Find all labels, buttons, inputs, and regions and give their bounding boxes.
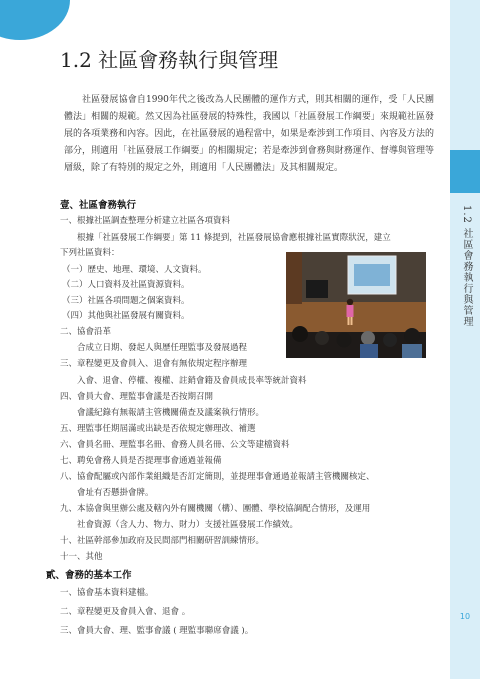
list-item: （三）社區各項問題之個案資料。 [62, 296, 190, 306]
list-item: 下列社區資料： [60, 248, 120, 258]
list-item: 根據「社區發展工作綱要」第 11 條提到，社區發展協會應根據社區實際狀況，建立 [60, 233, 391, 243]
list-item: 二、章程變更及會員入會、退會 。 [60, 607, 191, 617]
sidebar-tab [450, 150, 480, 193]
list-item: 三、章程變更及會員入、退會有無依規定程序辦理 [60, 359, 248, 369]
photo-speaker-head [347, 299, 353, 305]
list-item: （一）歷史、地理、環境、人文資料。 [62, 265, 207, 275]
photo-audience-head [337, 333, 352, 348]
list-item: 七、聘免會務人員是否提理事會通過並報備 [60, 456, 222, 466]
list-item: 社會資源（含人力、物力、財力）支援社區發展工作績效。 [60, 520, 299, 530]
photo-speaker-leg [348, 317, 350, 325]
list-item: （二）人口資料及社區資源資料。 [62, 280, 190, 290]
list-item: 會議紀錄有無報請主管機關備查及議案執行情形。 [60, 408, 265, 418]
photo-audience-head [292, 326, 308, 342]
meeting-photo-illustration [286, 252, 426, 358]
photo-audience-head [315, 331, 329, 345]
section-heading-1: 壹、社區會務執行 [60, 200, 137, 211]
photo-curtain [286, 252, 302, 304]
list-item: 六、會員名冊、理監事名冊、會務人員名冊、公文等建檔資料 [60, 440, 290, 450]
list-item: 四、會員大會、理監事會議是否按期召開 [60, 392, 214, 402]
list-item: 九、本協會與里辦公處及轄內外有關機關（構）、團體、學校協調配合情形，及運用 [60, 504, 371, 514]
page-title: 1.2 社區會務執行與管理 [60, 48, 279, 72]
list-item: 一、協會基本資料建檔。 [60, 588, 154, 598]
list-item: 二、協會沿革 [60, 327, 112, 337]
list-item: 十、社區幹部參加政府及民間部門相關研習訓練情形。 [60, 536, 265, 546]
photo-speaker-body [347, 305, 354, 317]
photo-piano [306, 280, 328, 298]
photo-speaker-leg [351, 317, 353, 325]
section-heading-2: 貳、會務的基本工作 [46, 570, 132, 581]
photo-audience-head [383, 333, 397, 347]
list-item: （四）其他與社區發展有關資料。 [62, 311, 190, 321]
sidebar-strip [450, 0, 480, 679]
photo-audience-head [361, 331, 375, 345]
corner-decoration [0, 0, 70, 40]
page-number: 10 [459, 612, 471, 621]
list-item: 十一、其他 [60, 552, 103, 562]
photo-audience-head [404, 328, 420, 344]
sidebar-chapter-label: 1.2 社區會務執行與管理 [461, 205, 472, 328]
intro-paragraph: 社區發展協會自1990年代之後改為人民團體的運作方式，則其相關的運作，受「人民團體法」相關的規範。然又因為社區發展的特殊性，我國以「社區發展工作綱要」來規範社區發展的各項業務和內容。因此，在社區發展的過程當中，如果是牽涉到工作項目、內容及方法的部分，則適用「社區發展工作綱要」的相關規定；若是牽涉到會務與財務運作、督導與管理等層級，除了有特別的規定之外，則適用「人民團體法」及其相關規定。 [64, 95, 434, 173]
list-item: 入會、退會、停權、複權、註銷會籍及會員成長率等統計資料 [60, 376, 307, 386]
list-item: 五、理監事任期屆滿或出缺是否依規定辦理改、補選 [60, 424, 256, 434]
list-item: 一、根據社區調查整理分析建立社區各項資料 [60, 216, 231, 226]
photo-audience-shirt [402, 344, 422, 358]
photo-screen-slide [354, 264, 390, 286]
list-item: 合成立日期、發起人與歷任理監事及發展過程 [60, 343, 248, 353]
list-item: 會址有否懸掛會牌。 [60, 488, 154, 498]
photo-audience-shirt [360, 344, 378, 358]
list-item: 八、協會配屬或內部作業組織是否訂定簡則，並提理事會通過並報請主管機關核定、 [60, 472, 375, 482]
meeting-photo [286, 252, 426, 358]
list-item: 三、會員大會、理、監事會議 ( 理監事聯席會議 )。 [60, 626, 254, 636]
